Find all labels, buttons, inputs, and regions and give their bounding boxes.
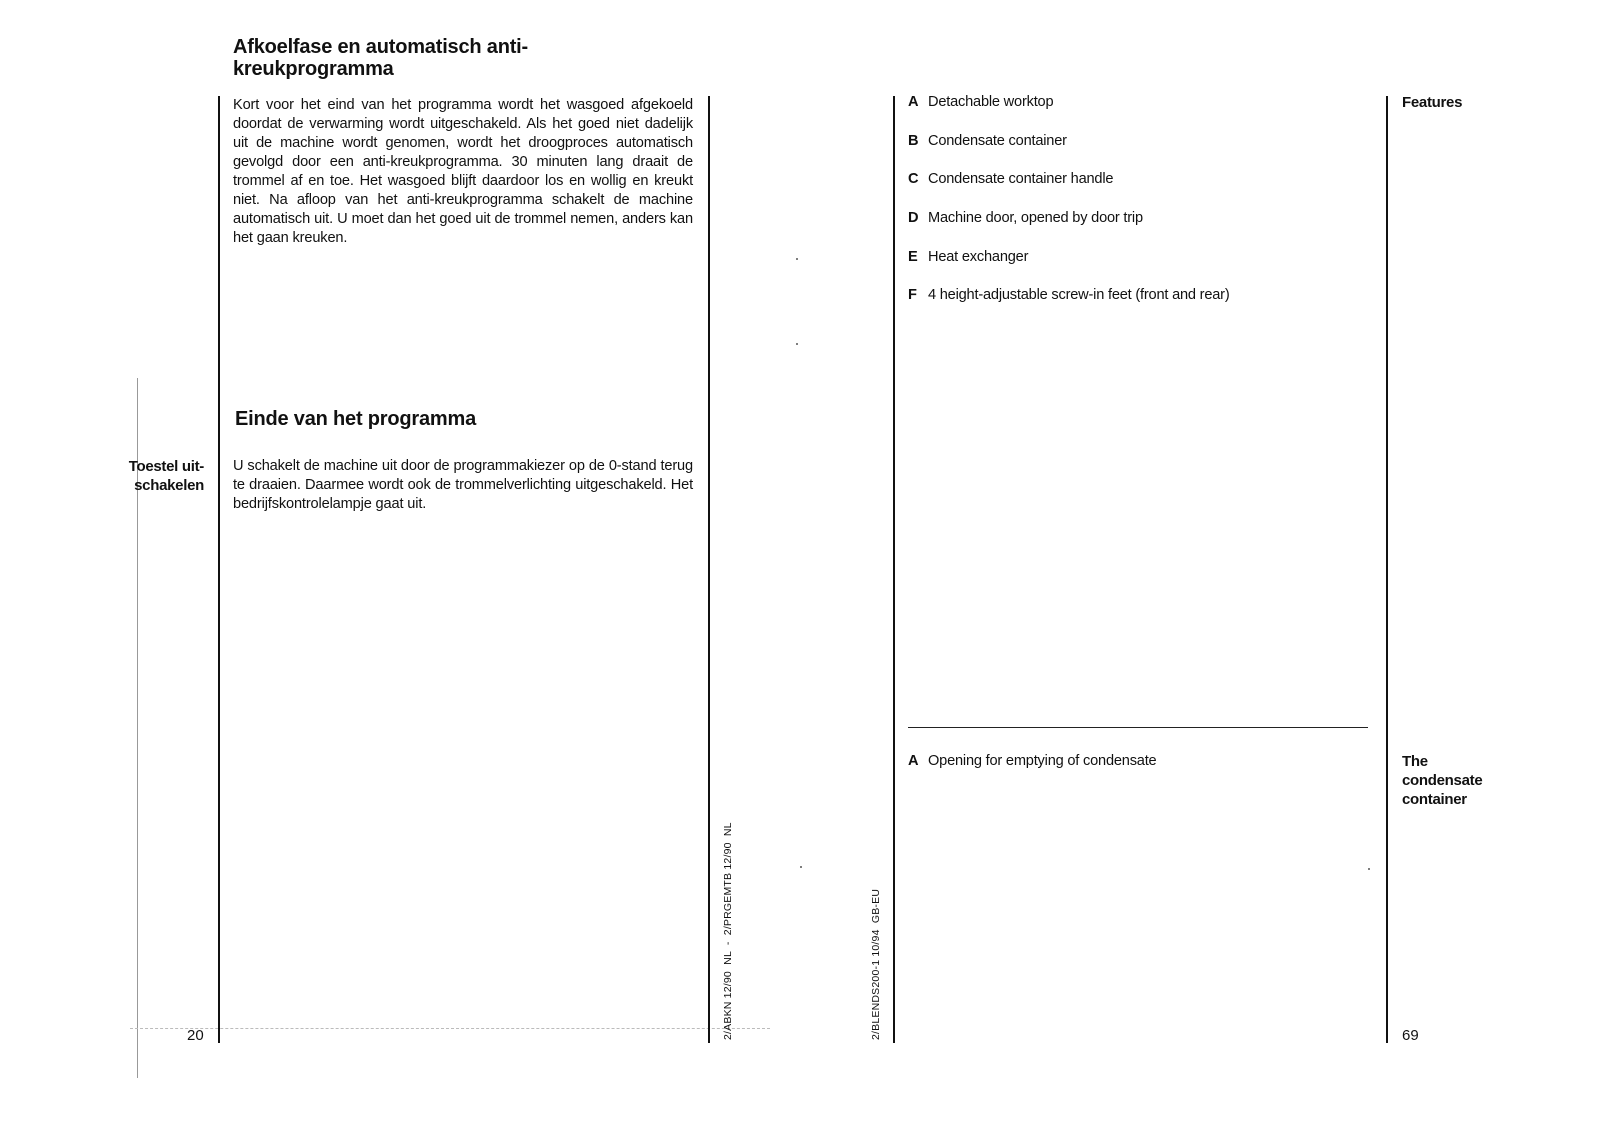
part-description: Detachable worktop <box>928 94 1054 110</box>
list-item <box>908 132 1368 171</box>
section-divider <box>908 727 1368 728</box>
side-label-switch-off <box>100 457 204 495</box>
scan-speck <box>796 258 798 260</box>
side-label-line-1: The <box>1402 753 1428 770</box>
part-letter: A <box>908 753 919 769</box>
list-item <box>908 93 1368 132</box>
list-item <box>908 752 1368 791</box>
list-item <box>908 170 1368 209</box>
scan-speck <box>1368 868 1370 870</box>
part-description: Condensate container <box>928 132 1067 149</box>
program-end-body: U schakelt de machine uit door de programmakiezer op de 0-stand terug te draaien. Daarmee wordt ook de trommelverlichting uitgeschakeld. Het bedrijfskontrolelampje gaat uit. <box>233 458 693 512</box>
heading-line-2: kreukprogramma <box>233 58 394 80</box>
part-letter: D <box>908 210 919 227</box>
side-label-line-3: container <box>1402 791 1467 808</box>
right-page-inner-rule <box>893 96 895 1043</box>
heading-line-1: Afkoelfase en automatisch anti- <box>233 36 528 58</box>
list-item <box>908 286 1368 325</box>
side-label-line-2: schakelen <box>134 477 204 494</box>
features-parts-list <box>908 93 1368 325</box>
page-number-right: 69 <box>1402 1027 1419 1044</box>
scan-bottom-line <box>130 1028 770 1029</box>
part-description: Machine door, opened by door trip <box>928 210 1143 227</box>
part-description: Condensate container handle <box>928 171 1114 188</box>
section-heading-program-end: Einde van het programma <box>235 408 477 430</box>
scan-speck <box>800 866 802 868</box>
scan-speck <box>796 343 798 345</box>
side-label-condensate-container <box>1402 752 1482 809</box>
side-label-line-1: Toestel uit- <box>128 458 204 475</box>
section-heading-cooling-phase <box>233 36 703 80</box>
page-number-left: 20 <box>187 1027 204 1044</box>
part-letter: C <box>908 171 919 188</box>
part-letter: F <box>908 287 917 304</box>
part-description: 4 height-adjustable screw-in feet (front and rear) <box>928 287 1230 304</box>
right-column-rule <box>1386 96 1388 1043</box>
list-item <box>908 248 1368 287</box>
left-column-rule <box>218 96 220 1043</box>
list-item <box>908 209 1368 248</box>
cooling-phase-body: Kort voor het eind van het programma wordt het wasgoed afgekoeld doordat de verwarming wordt uitgeschakeld. Als het goed niet dadelijk uit de machine wordt genomen, wordt het droogproces automatisch gevolgd door een anti-kreukprogramma. 30 minuten lang draait de trommel af en toe. Het wasgoed blijft daardoor los en wollig en kreukt niet. Na afloop van het anti-kreukprogramma schakelt de machine automatisch uit. U moet dan het goed uit de trommel nemen, anders kan het gaan kreuken. <box>233 97 693 246</box>
part-letter: E <box>908 248 918 265</box>
footer-code-right: 2/BLENDS200-1 10/94 GB-EU <box>870 888 882 1040</box>
side-label-features: Features <box>1402 94 1463 111</box>
left-page-outer-rule <box>708 96 710 1043</box>
footer-code-left: 2/ABKN 12/90 NL - 2/PRGEMTB 12/90 NL <box>722 822 734 1040</box>
condensate-parts-list <box>908 752 1368 791</box>
part-letter: B <box>908 132 919 149</box>
part-letter: A <box>908 94 919 110</box>
part-description: Heat exchanger <box>928 248 1029 265</box>
part-description: Opening for emptying of condensate <box>928 753 1157 769</box>
side-label-line-2: condensate <box>1402 772 1483 789</box>
